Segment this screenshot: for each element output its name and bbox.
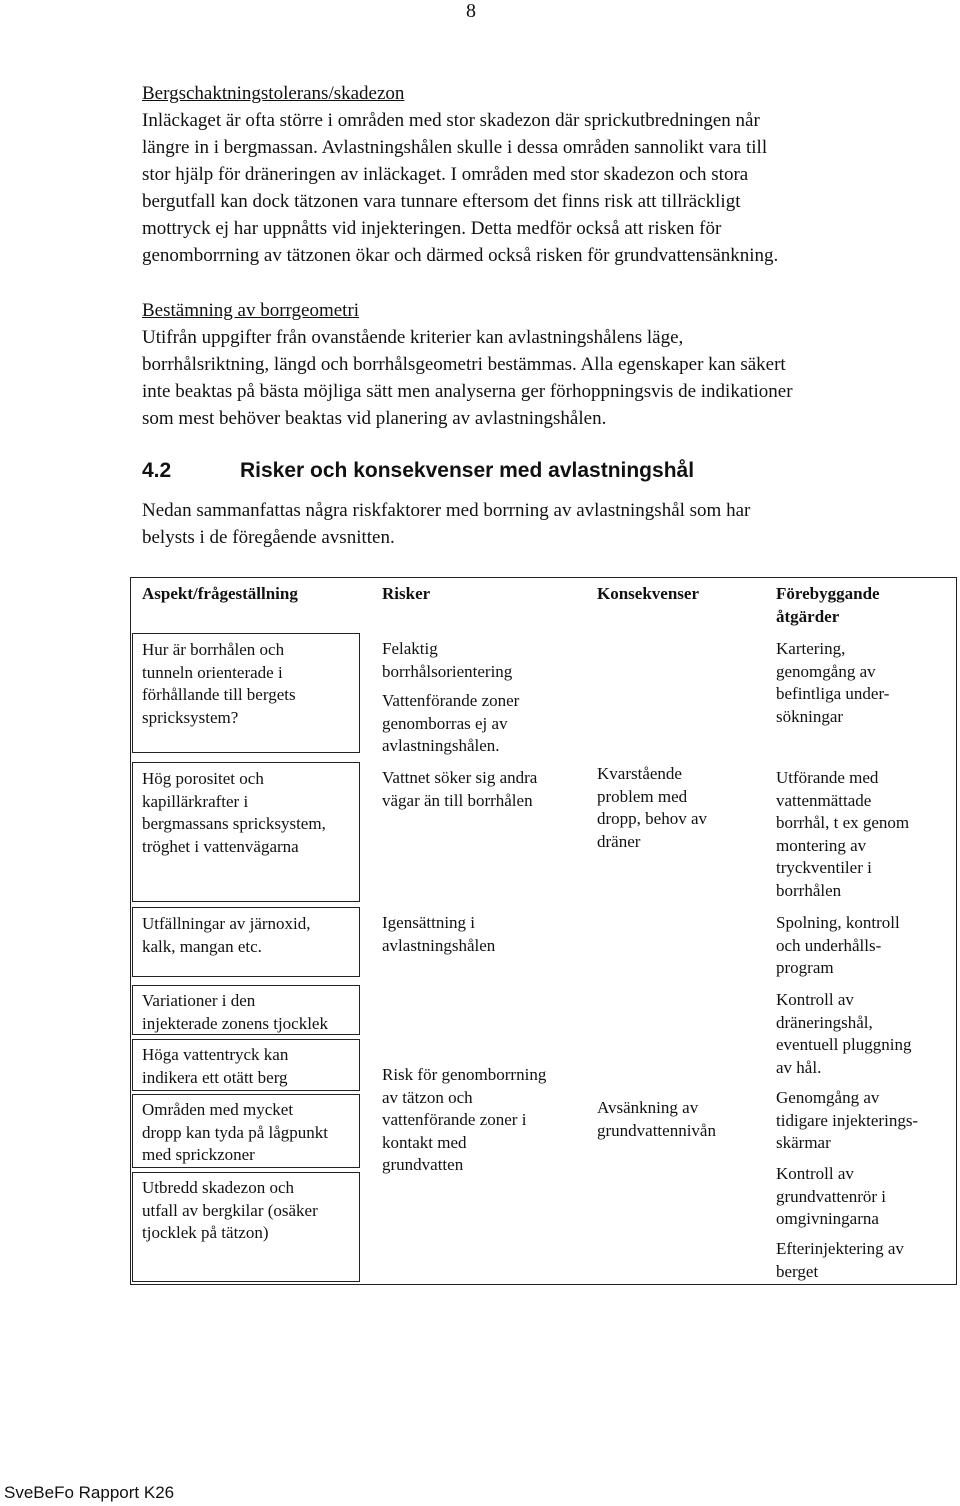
cell-line: befintliga under- — [776, 684, 890, 703]
cell-line: tunneln orienterade i — [142, 662, 283, 682]
prevention-cell — [776, 912, 900, 980]
section-bergschaktningstolerans — [142, 80, 932, 269]
cell-line: tjocklek på tätzon) — [142, 1223, 269, 1242]
cell-line: Hög porositet och — [142, 769, 264, 788]
cell-line: tröghet i vattenvägarna — [142, 836, 299, 856]
prevention-cell — [776, 1163, 886, 1231]
prevention-cell — [776, 989, 912, 1079]
cell-line: vattenförande zoner i — [382, 1110, 527, 1129]
cell-line: dräneringshål, — [776, 1012, 873, 1032]
cell-line: Spolning, kontroll — [776, 913, 900, 932]
cell-line: kapillärkrafter i — [142, 791, 249, 811]
consequence-cell — [597, 1097, 716, 1142]
chapter-number: 4.2 — [142, 459, 172, 482]
aspect-cell — [132, 1094, 360, 1168]
aspect-cell — [132, 1039, 360, 1091]
cell-line: vägar än till borrhålen — [382, 790, 533, 810]
cell-line: grundvattennivån — [597, 1120, 716, 1140]
paragraph-line: borrhålsriktning, längd och borrhålsgeometri bestämmas. Alla egenskaper kan säkert — [142, 354, 786, 375]
aspect-cell — [132, 907, 360, 977]
cell-line: injekterade zonens tjocklek — [142, 1013, 328, 1033]
section-borrgeometri — [142, 297, 932, 432]
cell-line: bergmassans spricksystem, — [142, 814, 326, 833]
cell-line: spricksystem? — [142, 707, 239, 727]
cell-line: eventuell pluggning — [776, 1035, 912, 1054]
prevention-cell — [776, 767, 909, 902]
cell-line: dräner — [597, 831, 641, 851]
header-line: åtgärder — [776, 606, 840, 626]
cell-line: avlastningshålen. — [382, 736, 500, 755]
section-intro — [142, 497, 932, 551]
cell-line: sökningar — [776, 706, 844, 726]
cell-line: indikera ett otätt berg — [142, 1067, 288, 1087]
cell-line: dropp, behov av — [597, 809, 708, 828]
cell-line: Kartering, — [776, 639, 846, 658]
cell-line: tidigare injekterings- — [776, 1110, 919, 1130]
header-aspect: Aspekt/frågeställning — [142, 584, 298, 603]
paragraph-line: bergutfall kan dock tätzonen vara tunnare eftersom det finns risk att tillräckligt — [142, 191, 741, 212]
aspect-cell — [132, 1172, 360, 1282]
cell-line: Områden med mycket — [142, 1100, 294, 1119]
cell-line: genomgång av — [776, 661, 876, 681]
aspect-cell — [132, 633, 360, 753]
cell-line: borrhålsorientering — [382, 661, 513, 681]
cell-line: Genomgång av — [776, 1088, 880, 1107]
cell-line: skärmar — [776, 1133, 831, 1152]
cell-line: Utbredd skadezon och — [142, 1178, 295, 1197]
cell-line: avlastningshålen — [382, 935, 496, 955]
cell-line: med sprickzoner — [142, 1145, 255, 1164]
paragraph-line: Nedan sammanfattas några riskfaktorer med borrning av avlastningshål som har — [142, 500, 751, 521]
cell-line: borrhål, t ex genom — [776, 813, 910, 832]
aspect-cell — [132, 985, 360, 1035]
cell-line: Vattnet söker sig andra — [382, 768, 538, 787]
page-number: 8 — [466, 0, 476, 22]
prevention-cell — [776, 1087, 918, 1155]
cell-line: vattenmättade — [776, 790, 872, 810]
cell-line: Efterinjektering av — [776, 1239, 904, 1258]
cell-line: tryckventiler i — [776, 858, 872, 877]
paragraph-line: Inläckaget är ofta större i områden med stor skadezon där sprickutbredningen når — [142, 110, 760, 131]
cell-line: och underhålls- — [776, 935, 882, 955]
cell-line: dropp kan tyda på lågpunkt — [142, 1122, 329, 1142]
cell-line: omgivningarna — [776, 1209, 879, 1228]
cell-line: problem med — [597, 786, 688, 806]
cell-line: Hur är borrhålen och — [142, 640, 285, 659]
footer-report-id: SveBeFo Rapport K26 — [4, 1483, 175, 1502]
cell-line: av tätzon och — [382, 1087, 473, 1107]
header-risks: Risker — [382, 584, 431, 603]
cell-line: Variationer i den — [142, 991, 256, 1010]
cell-line: Igensättning i — [382, 913, 476, 932]
header-prevention — [776, 583, 880, 628]
cell-line: genomborras ej av — [382, 713, 508, 733]
prevention-cell — [776, 1238, 904, 1283]
paragraph-line: längre in i bergmassan. Avlastningshålen skulle i dessa områden sannolikt vara till — [142, 137, 768, 158]
section-heading: Bergschaktningstolerans/skadezon — [142, 83, 405, 104]
paragraph-line: belysts i de föregående avsnitten. — [142, 527, 395, 548]
paragraph-line: mottryck ej har uppnåtts vid injekteringen. Detta medför också att risken för — [142, 218, 722, 239]
cell-line: grundvattenrör i — [776, 1186, 886, 1206]
cell-line: Kontroll av — [776, 990, 854, 1009]
cell-line: borrhålen — [776, 880, 842, 900]
risk-cell — [382, 1064, 546, 1177]
cell-line: Felaktig — [382, 639, 438, 658]
risk-cell — [382, 638, 512, 683]
aspect-cell — [132, 762, 360, 902]
risk-cell — [382, 912, 495, 957]
cell-line: utfall av bergkilar (osäker — [142, 1200, 318, 1220]
cell-line: förhållande till bergets — [142, 685, 296, 704]
cell-line: grundvatten — [382, 1155, 464, 1174]
paragraph-line: stor hjälp för dräneringen av inläckaget. I områden med stor skadezon och stora — [142, 164, 749, 185]
cell-line: berget — [776, 1261, 819, 1281]
cell-line: av hål. — [776, 1057, 822, 1077]
header-consequences: Konsekvenser — [597, 584, 699, 603]
chapter-title: Risker och konsekvenser med avlastningshål — [240, 459, 695, 482]
paragraph-line: genomborrning av tätzonen ökar och därmed också risken för grundvattensänkning. — [142, 245, 779, 266]
cell-line: Kontroll av — [776, 1164, 854, 1183]
cell-line: Risk för genomborrning — [382, 1065, 547, 1084]
paragraph-line: Utifrån uppgifter från ovanstående kriterier kan avlastningshålens läge, — [142, 327, 684, 348]
consequence-cell — [597, 763, 707, 853]
cell-line: Avsänkning av — [597, 1098, 699, 1117]
cell-line: program — [776, 958, 834, 977]
cell-line: kalk, mangan etc. — [142, 936, 262, 956]
cell-line: Kvarstående — [597, 764, 682, 783]
chapter-heading — [142, 458, 694, 484]
cell-line: montering av — [776, 835, 867, 855]
risk-cell — [382, 690, 519, 758]
cell-line: Vattenförande zoner — [382, 691, 520, 710]
cell-line: kontakt med — [382, 1132, 467, 1152]
cell-line: Höga vattentryck kan — [142, 1045, 289, 1064]
prevention-cell — [776, 638, 889, 728]
paragraph-line: inte beaktas på bästa möjliga sätt men analyserna ger förhoppningsvis de indikationer — [142, 381, 793, 402]
paragraph-line: som mest behöver beaktas vid planering av avlastningshålen. — [142, 408, 607, 429]
header-line: Förebyggande — [776, 584, 880, 603]
cell-line: Utförande med — [776, 768, 879, 787]
cell-line: Utfällningar av järnoxid, — [142, 914, 311, 933]
risk-cell — [382, 767, 537, 812]
section-heading: Bestämning av borrgeometri — [142, 300, 360, 321]
